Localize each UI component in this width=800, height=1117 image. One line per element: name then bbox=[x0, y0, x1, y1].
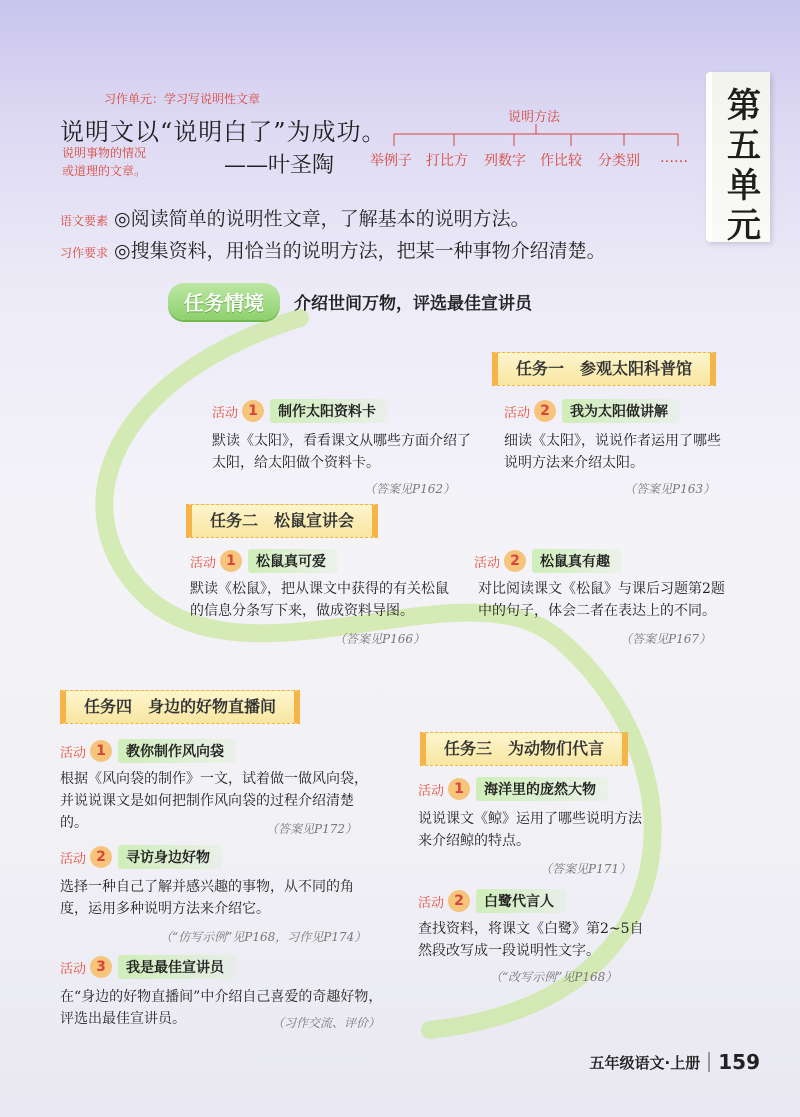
activity-header bbox=[60, 844, 222, 870]
activity-label: 活动 bbox=[60, 745, 87, 761]
activity-number: 2 bbox=[90, 846, 112, 868]
activity-body: 默读《松鼠》，把从课文中获得的有关松鼠的信息分条写下来，做成资料导图。 bbox=[190, 581, 449, 619]
scenario-pill: 任务情境 bbox=[168, 283, 280, 320]
writing-tag: 习作要求 bbox=[60, 246, 109, 260]
activity-name: 制作太阳资料卡 bbox=[270, 399, 388, 423]
method-item: 举例子 bbox=[370, 153, 412, 169]
reading-element bbox=[60, 204, 530, 231]
reading-text: ◎阅读简单的说明性文章，了解基本的说明方法。 bbox=[114, 208, 530, 230]
activity-number: 2 bbox=[448, 890, 470, 912]
task-title: 任务二 松鼠宣讲会 bbox=[186, 504, 378, 538]
method-item: 打比方 bbox=[426, 153, 468, 169]
quote: 说明文以“说明白了”为成功。 bbox=[60, 118, 387, 146]
activity-header bbox=[60, 738, 236, 764]
scenario-subtitle: 介绍世间万物，评选最佳宣讲员 bbox=[294, 293, 532, 314]
activity-number: 2 bbox=[534, 400, 556, 422]
activity-body: 根据《风向袋的制作》一文，试着做一做风向袋，并说说课文是如何把制作风向袋的过程介绍清楚的。 bbox=[60, 771, 368, 831]
answer-ref: （答案见P163） bbox=[624, 482, 715, 496]
quote-author: ——叶圣陶 bbox=[224, 153, 335, 178]
activity-name: 松鼠真有趣 bbox=[532, 549, 622, 573]
activity-header bbox=[212, 398, 388, 424]
activity-header bbox=[418, 776, 608, 802]
activity-name: 教你制作风向袋 bbox=[118, 739, 236, 763]
activity-number: 1 bbox=[220, 550, 242, 572]
quote-note-2: 或道理的文章。 bbox=[62, 164, 147, 178]
methods-label: 说明方法 bbox=[508, 110, 561, 125]
activity-name: 松鼠真可爱 bbox=[248, 549, 338, 573]
activity-label: 活动 bbox=[60, 961, 87, 977]
unit-title-char: 元 bbox=[727, 206, 761, 246]
activity-name: 我为太阳做讲解 bbox=[562, 399, 680, 423]
writing-element bbox=[60, 236, 606, 263]
activity-header bbox=[474, 548, 622, 574]
page-number: 159 bbox=[718, 1050, 760, 1074]
reading-tag: 语文要素 bbox=[60, 214, 109, 228]
quote-note-1: 说明事物的情况 bbox=[62, 146, 147, 160]
footer-divider bbox=[708, 1052, 710, 1072]
activity-number: 2 bbox=[504, 550, 526, 572]
activity-name: 海洋里的庞然大物 bbox=[476, 777, 608, 801]
answer-ref: （答案见P172） bbox=[266, 822, 357, 836]
task-title: 任务三 为动物们代言 bbox=[420, 732, 628, 766]
answer-ref: （答案见P162） bbox=[364, 482, 455, 496]
answer-ref: （习作交流、评价） bbox=[272, 1016, 381, 1030]
method-item: …… bbox=[660, 150, 688, 166]
activity-header bbox=[418, 888, 566, 914]
activity-number: 3 bbox=[90, 956, 112, 978]
method-item: 作比较 bbox=[540, 153, 582, 169]
task-title: 任务四 身边的好物直播间 bbox=[60, 690, 300, 724]
unit-title-char: 第 bbox=[727, 86, 761, 126]
activity-header bbox=[60, 954, 236, 980]
answer-ref: （答案见P171） bbox=[540, 862, 631, 876]
activity-label: 活动 bbox=[418, 783, 445, 799]
activity-number: 1 bbox=[90, 740, 112, 762]
activity-label: 活动 bbox=[60, 851, 87, 867]
task-scenario-banner bbox=[168, 284, 532, 318]
activity-body: 对比阅读课文《松鼠》与课后习题第2题中的句子，体会二者在表达上的不同。 bbox=[478, 581, 725, 619]
writing-text: ◎搜集资料，用恰当的说明方法，把某一种事物介绍清楚。 bbox=[114, 240, 606, 262]
activity-body: 细读《太阳》，说说作者运用了哪些说明方法来介绍太阳。 bbox=[504, 433, 721, 471]
activity-body: 查找资料，将课文《白鹭》第2~5自然段改写成一段说明性文字。 bbox=[418, 921, 644, 959]
unit-title bbox=[724, 86, 764, 246]
activity-body: 说说课文《鲸》运用了哪些说明方法来介绍鲸的特点。 bbox=[418, 811, 642, 849]
book-title: 五年级语文·上册 bbox=[589, 1053, 701, 1072]
activity-name: 我是最佳宣讲员 bbox=[118, 955, 236, 979]
method-item: 列数字 bbox=[484, 153, 526, 169]
answer-ref: （“改写示例”见P168） bbox=[490, 970, 618, 984]
unit-note: 习作单元：学习写说明性文章 bbox=[104, 92, 261, 106]
activity-body: 默读《太阳》，看看课文从哪些方面介绍了太阳，给太阳做个资料卡。 bbox=[212, 433, 471, 471]
unit-title-char: 单 bbox=[727, 166, 761, 206]
activity-label: 活动 bbox=[190, 555, 217, 571]
activity-number: 1 bbox=[448, 778, 470, 800]
activity-label: 活动 bbox=[418, 895, 445, 911]
activity-label: 活动 bbox=[504, 405, 531, 421]
task-title: 任务一 参观太阳科普馆 bbox=[492, 352, 716, 386]
page-footer bbox=[590, 1050, 760, 1074]
unit-title-char: 五 bbox=[727, 126, 761, 166]
activity-name: 白鹭代言人 bbox=[476, 889, 566, 913]
activity-name: 寻访身边好物 bbox=[118, 845, 222, 869]
method-item: 分类别 bbox=[598, 153, 640, 169]
activity-label: 活动 bbox=[474, 555, 501, 571]
activity-label: 活动 bbox=[212, 405, 239, 421]
activity-header bbox=[190, 548, 338, 574]
activity-header bbox=[504, 398, 680, 424]
answer-ref: （答案见P166） bbox=[334, 632, 425, 646]
answer-ref: （“仿写示例”见P168，习作见P174） bbox=[160, 930, 367, 944]
answer-ref: （答案见P167） bbox=[620, 632, 711, 646]
activity-number: 1 bbox=[242, 400, 264, 422]
activity-body: 在“身边的好物直播间”中介绍自己喜爱的奇趣好物，评选出最佳宣讲员。 bbox=[60, 989, 383, 1027]
activity-body: 选择一种自己了解并感兴趣的事物，从不同的角度，运用多种说明方法来介绍它。 bbox=[60, 879, 354, 917]
